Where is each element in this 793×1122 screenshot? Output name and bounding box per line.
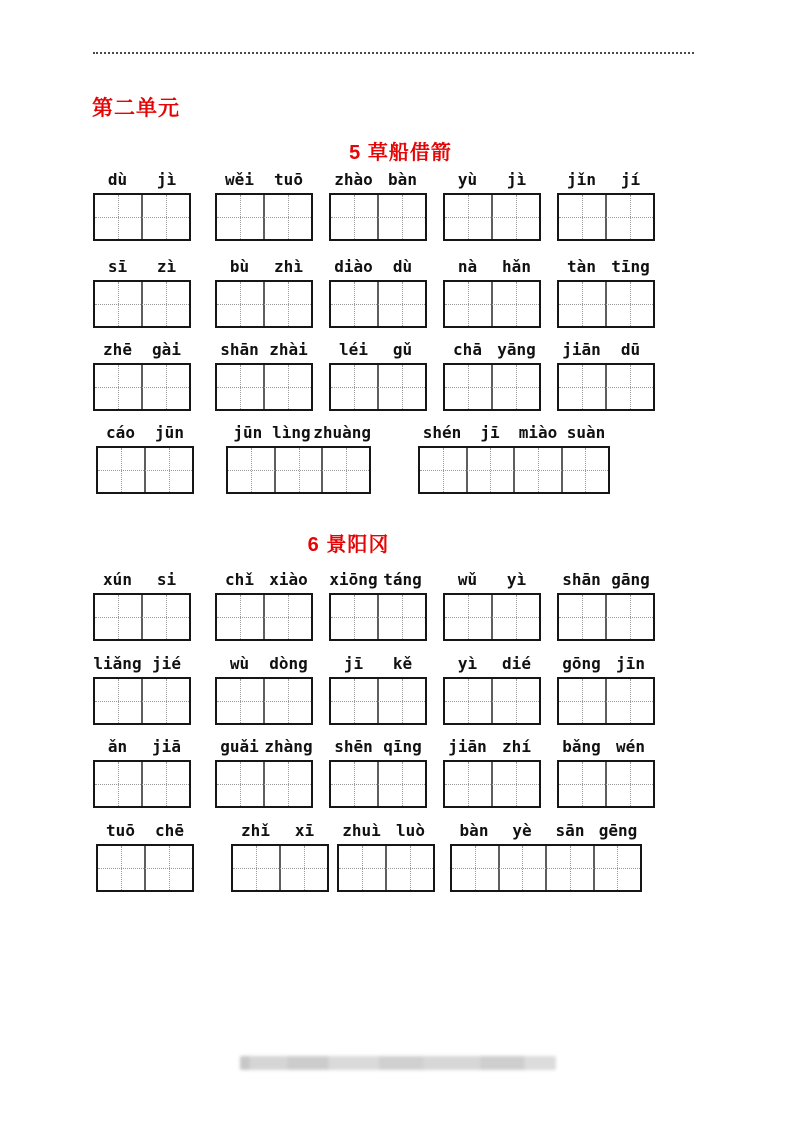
- pinyin-word-unit: [443, 654, 541, 725]
- pinyin-syllable: qīng: [383, 737, 422, 756]
- grid-cell: [605, 282, 653, 326]
- pinyin-label: [443, 570, 541, 590]
- grid-cell: [141, 282, 189, 326]
- writing-grid: [93, 593, 191, 641]
- pinyin-word-unit: [215, 257, 313, 328]
- pinyin-syllable: tuō: [274, 170, 303, 189]
- pinyin-label: [96, 821, 194, 841]
- grid-cell: [95, 679, 141, 723]
- grid-cell: [141, 195, 189, 239]
- pinyin-word-unit: [329, 170, 427, 241]
- grid-cell: [491, 282, 539, 326]
- grid-cell: [263, 282, 311, 326]
- pinyin-syllable: jiān: [562, 340, 601, 359]
- pinyin-syllable: cáo: [106, 423, 135, 442]
- pinyin-syllable: dòng: [269, 654, 308, 673]
- pinyin-label: [329, 737, 427, 757]
- writing-grid: [443, 193, 541, 241]
- pinyin-syllable: dù: [392, 257, 413, 276]
- pinyin-label: [329, 570, 427, 590]
- pinyin-syllable: xī: [294, 821, 315, 840]
- pinyin-syllable: wén: [616, 737, 645, 756]
- pinyin-label: [329, 340, 427, 360]
- pinyin-syllable: gǔ: [392, 340, 413, 359]
- grid-cell: [513, 448, 561, 492]
- pinyin-syllable: táng: [383, 570, 422, 589]
- pinyin-syllable: gēng: [598, 821, 638, 840]
- pinyin-word-unit: [231, 821, 329, 892]
- writing-grid: [557, 677, 655, 725]
- grid-cell: [377, 195, 425, 239]
- grid-cell: [263, 365, 311, 409]
- grid-cell: [452, 846, 498, 890]
- grid-cell: [98, 846, 144, 890]
- pinyin-syllable: xiōng: [329, 570, 378, 589]
- pinyin-label: [443, 654, 541, 674]
- pinyin-syllable: tuō: [106, 821, 135, 840]
- pinyin-label: [93, 737, 191, 757]
- pinyin-label: [215, 570, 313, 590]
- pinyin-word-unit: [557, 340, 655, 411]
- pinyin-syllable: jīn: [616, 654, 645, 673]
- pinyin-syllable: bàn: [459, 821, 489, 840]
- writing-grid: [215, 193, 313, 241]
- pinyin-syllable: zhí: [502, 737, 531, 756]
- grid-cell: [377, 595, 425, 639]
- pinyin-word-unit: [215, 340, 313, 411]
- pinyin-syllable: yì: [506, 570, 527, 589]
- grid-cell: [233, 846, 279, 890]
- pinyin-syllable: zhào: [334, 170, 373, 189]
- pinyin-syllable: jūn: [155, 423, 184, 442]
- pinyin-label: [557, 737, 655, 757]
- pinyin-label: [557, 340, 655, 360]
- grid-cell: [559, 365, 605, 409]
- grid-cell: [491, 365, 539, 409]
- grid-cell: [445, 282, 491, 326]
- grid-cell: [445, 679, 491, 723]
- grid-cell: [144, 846, 192, 890]
- grid-cell: [445, 195, 491, 239]
- pinyin-word-unit: [557, 654, 655, 725]
- pinyin-label: [226, 423, 371, 443]
- grid-cell: [385, 846, 433, 890]
- writing-grid: [226, 446, 371, 494]
- pinyin-syllable: shén: [422, 423, 462, 442]
- pinyin-word-unit: [93, 257, 191, 328]
- grid-cell: [545, 846, 593, 890]
- pinyin-syllable: jí: [620, 170, 641, 189]
- pinyin-label: [93, 654, 191, 674]
- grid-cell: [339, 846, 385, 890]
- pinyin-word-unit: [93, 170, 191, 241]
- grid-cell: [377, 282, 425, 326]
- pinyin-label: [329, 654, 427, 674]
- dotted-divider: [93, 52, 694, 54]
- pinyin-word-unit: [443, 257, 541, 328]
- pinyin-syllable: yù: [457, 170, 478, 189]
- grid-cell: [263, 679, 311, 723]
- grid-cell: [491, 195, 539, 239]
- writing-grid: [329, 280, 427, 328]
- lesson-5-title: 5 草船借箭: [349, 142, 452, 164]
- pinyin-syllable: wěi: [225, 170, 254, 189]
- pinyin-word-unit: [93, 570, 191, 641]
- grid-cell: [377, 762, 425, 806]
- grid-cell: [559, 282, 605, 326]
- pinyin-syllable: hǎn: [502, 257, 531, 276]
- writing-grid: [329, 677, 427, 725]
- pinyin-syllable: jǐn: [567, 170, 596, 189]
- pinyin-syllable: jì: [506, 170, 527, 189]
- writing-grid: [557, 280, 655, 328]
- pinyin-syllable: wǔ: [457, 570, 478, 589]
- pinyin-syllable: zhuàng: [313, 423, 372, 442]
- pinyin-syllable: sān: [555, 821, 585, 840]
- grid-cell: [95, 365, 141, 409]
- pinyin-syllable: gài: [152, 340, 181, 359]
- pinyin-word-unit: [93, 340, 191, 411]
- pinyin-syllable: gōng: [562, 654, 601, 673]
- writing-grid: [557, 760, 655, 808]
- pinyin-syllable: jì: [156, 170, 177, 189]
- pinyin-label: [337, 821, 435, 841]
- grid-cell: [217, 762, 263, 806]
- pinyin-word-unit: [96, 423, 194, 494]
- pinyin-syllable: dù: [107, 170, 128, 189]
- grid-cell: [491, 762, 539, 806]
- grid-cell: [274, 448, 322, 492]
- writing-grid: [443, 677, 541, 725]
- writing-grid: [215, 280, 313, 328]
- pinyin-syllable: yāng: [497, 340, 536, 359]
- writing-grid: [96, 446, 194, 494]
- pinyin-syllable: bù: [229, 257, 250, 276]
- pinyin-syllable: zhuì: [342, 821, 381, 840]
- pinyin-label: [93, 257, 191, 277]
- grid-cell: [331, 595, 377, 639]
- grid-cell: [217, 595, 263, 639]
- grid-cell: [95, 195, 141, 239]
- writing-grid: [93, 760, 191, 808]
- grid-cell: [263, 762, 311, 806]
- writing-grid: [450, 844, 642, 892]
- pinyin-syllable: yè: [512, 821, 532, 840]
- pinyin-syllable: tàn: [567, 257, 596, 276]
- grid-cell: [331, 282, 377, 326]
- grid-cell: [228, 448, 274, 492]
- pinyin-syllable: guǎi: [220, 737, 259, 756]
- pinyin-word-unit: [557, 737, 655, 808]
- writing-grid: [96, 844, 194, 892]
- pinyin-label: [96, 423, 194, 443]
- writing-grid: [93, 677, 191, 725]
- grid-cell: [559, 762, 605, 806]
- grid-cell: [445, 762, 491, 806]
- pinyin-word-unit: [557, 170, 655, 241]
- pinyin-syllable: ǎn: [107, 737, 128, 756]
- writing-grid: [443, 760, 541, 808]
- pinyin-syllable: shēn: [334, 737, 373, 756]
- writing-grid: [329, 193, 427, 241]
- pinyin-syllable: léi: [339, 340, 368, 359]
- pinyin-syllable: zhài: [269, 340, 308, 359]
- grid-cell: [95, 595, 141, 639]
- pinyin-syllable: zhē: [103, 340, 132, 359]
- pinyin-label: [215, 340, 313, 360]
- grid-cell: [466, 448, 514, 492]
- grid-cell: [331, 195, 377, 239]
- grid-cell: [559, 595, 605, 639]
- pinyin-syllable: tīng: [611, 257, 650, 276]
- grid-cell: [491, 595, 539, 639]
- pinyin-word-unit: [337, 821, 435, 892]
- pinyin-word-unit: [443, 340, 541, 411]
- grid-cell: [605, 365, 653, 409]
- pinyin-syllable: jī: [343, 654, 364, 673]
- grid-cell: [498, 846, 546, 890]
- pinyin-syllable: bǎng: [562, 737, 601, 756]
- pinyin-word-unit: [418, 423, 610, 494]
- grid-cell: [217, 679, 263, 723]
- pinyin-syllable: diào: [334, 257, 373, 276]
- writing-grid: [231, 844, 329, 892]
- pinyin-label: [557, 570, 655, 590]
- pinyin-label: [215, 737, 313, 757]
- pinyin-word-unit: [215, 654, 313, 725]
- grid-cell: [559, 679, 605, 723]
- pinyin-syllable: gāng: [611, 570, 650, 589]
- pinyin-label: [557, 170, 655, 190]
- pinyin-syllable: dū: [620, 340, 641, 359]
- grid-cell: [377, 679, 425, 723]
- grid-cell: [605, 679, 653, 723]
- writing-grid: [93, 280, 191, 328]
- pinyin-word-unit: [215, 170, 313, 241]
- pinyin-syllable: jiān: [448, 737, 487, 756]
- pinyin-syllable: jiā: [152, 737, 181, 756]
- lesson-6-title: 6 景阳冈: [307, 534, 390, 556]
- writing-grid: [215, 363, 313, 411]
- grid-cell: [593, 846, 641, 890]
- pinyin-syllable: xiào: [269, 570, 308, 589]
- pinyin-label: [329, 170, 427, 190]
- watermark-blur: [240, 1056, 556, 1070]
- pinyin-syllable: suàn: [566, 423, 606, 442]
- writing-grid: [215, 760, 313, 808]
- grid-cell: [331, 365, 377, 409]
- pinyin-syllable: dié: [502, 654, 531, 673]
- pinyin-syllable: zì: [156, 257, 177, 276]
- pinyin-syllable: jī: [480, 423, 500, 442]
- pinyin-word-unit: [557, 257, 655, 328]
- writing-grid: [557, 193, 655, 241]
- pinyin-word-unit: [329, 654, 427, 725]
- grid-cell: [263, 195, 311, 239]
- pinyin-syllable: chā: [453, 340, 482, 359]
- pinyin-word-unit: [329, 340, 427, 411]
- grid-cell: [605, 762, 653, 806]
- grid-cell: [217, 195, 263, 239]
- pinyin-word-unit: [93, 654, 191, 725]
- writing-grid: [329, 593, 427, 641]
- pinyin-word-unit: [215, 570, 313, 641]
- pinyin-syllable: jié: [152, 654, 181, 673]
- pinyin-syllable: wù: [229, 654, 250, 673]
- pinyin-label: [215, 170, 313, 190]
- writing-grid: [215, 677, 313, 725]
- pinyin-syllable: miào: [518, 423, 558, 442]
- pinyin-label: [93, 570, 191, 590]
- pinyin-word-unit: [443, 570, 541, 641]
- grid-cell: [95, 762, 141, 806]
- pinyin-label: [418, 423, 610, 443]
- pinyin-label: [557, 257, 655, 277]
- grid-cell: [377, 365, 425, 409]
- pinyin-label: [557, 654, 655, 674]
- pinyin-word-unit: [450, 821, 642, 892]
- pinyin-label: [443, 170, 541, 190]
- grid-cell: [279, 846, 327, 890]
- unit-title: 第二单元: [92, 97, 180, 120]
- grid-cell: [141, 679, 189, 723]
- pinyin-word-unit: [329, 570, 427, 641]
- pinyin-syllable: luò: [396, 821, 425, 840]
- grid-cell: [605, 195, 653, 239]
- grid-cell: [217, 282, 263, 326]
- pinyin-syllable: lìng: [272, 423, 311, 442]
- writing-grid: [93, 363, 191, 411]
- pinyin-syllable: liǎng: [93, 654, 142, 673]
- writing-grid: [329, 363, 427, 411]
- grid-cell: [445, 365, 491, 409]
- grid-cell: [141, 595, 189, 639]
- pinyin-label: [443, 340, 541, 360]
- pinyin-syllable: zhàng: [264, 737, 313, 756]
- writing-grid: [443, 593, 541, 641]
- pinyin-label: [329, 257, 427, 277]
- pinyin-syllable: chǐ: [225, 570, 254, 589]
- grid-cell: [144, 448, 192, 492]
- pinyin-label: [443, 737, 541, 757]
- grid-cell: [263, 595, 311, 639]
- pinyin-syllable: xún: [103, 570, 132, 589]
- pinyin-syllable: shān: [562, 570, 601, 589]
- pinyin-syllable: zhǐ: [241, 821, 270, 840]
- writing-grid: [337, 844, 435, 892]
- pinyin-syllable: nà: [457, 257, 478, 276]
- grid-cell: [217, 365, 263, 409]
- writing-grid: [443, 363, 541, 411]
- grid-cell: [98, 448, 144, 492]
- writing-grid: [557, 363, 655, 411]
- pinyin-word-unit: [443, 170, 541, 241]
- pinyin-syllable: shān: [220, 340, 259, 359]
- pinyin-syllable: zhì: [274, 257, 303, 276]
- writing-grid: [418, 446, 610, 494]
- pinyin-word-unit: [443, 737, 541, 808]
- pinyin-syllable: jūn: [233, 423, 263, 442]
- pinyin-syllable: sī: [107, 257, 128, 276]
- writing-grid: [215, 593, 313, 641]
- pinyin-label: [215, 654, 313, 674]
- pinyin-label: [231, 821, 329, 841]
- pinyin-label: [93, 340, 191, 360]
- pinyin-word-unit: [329, 257, 427, 328]
- grid-cell: [605, 595, 653, 639]
- grid-cell: [559, 195, 605, 239]
- pinyin-word-unit: [93, 737, 191, 808]
- pinyin-syllable: bàn: [388, 170, 417, 189]
- pinyin-label: [93, 170, 191, 190]
- grid-cell: [95, 282, 141, 326]
- pinyin-syllable: chē: [155, 821, 184, 840]
- pinyin-word-unit: [215, 737, 313, 808]
- writing-grid: [557, 593, 655, 641]
- grid-cell: [561, 448, 609, 492]
- pinyin-word-unit: [226, 423, 371, 494]
- pinyin-label: [450, 821, 642, 841]
- pinyin-word-unit: [557, 570, 655, 641]
- writing-grid: [93, 193, 191, 241]
- grid-cell: [321, 448, 369, 492]
- pinyin-label: [443, 257, 541, 277]
- grid-cell: [331, 679, 377, 723]
- grid-cell: [491, 679, 539, 723]
- grid-cell: [445, 595, 491, 639]
- pinyin-label: [215, 257, 313, 277]
- grid-cell: [420, 448, 466, 492]
- pinyin-word-unit: [96, 821, 194, 892]
- writing-grid: [329, 760, 427, 808]
- pinyin-syllable: si: [156, 570, 177, 589]
- pinyin-syllable: yì: [457, 654, 478, 673]
- writing-grid: [443, 280, 541, 328]
- pinyin-syllable: kě: [392, 654, 413, 673]
- grid-cell: [331, 762, 377, 806]
- grid-cell: [141, 762, 189, 806]
- grid-cell: [141, 365, 189, 409]
- pinyin-word-unit: [329, 737, 427, 808]
